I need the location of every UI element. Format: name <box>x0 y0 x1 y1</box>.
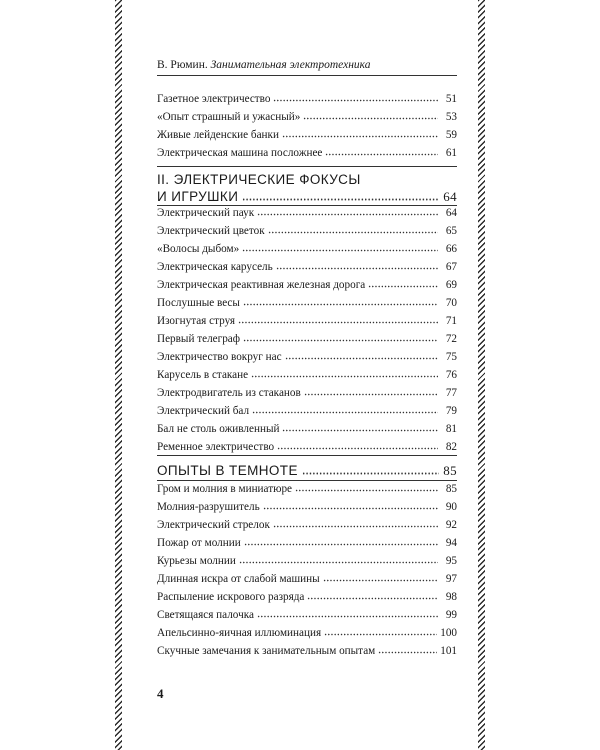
toc-entry-page: 65 <box>445 225 457 237</box>
toc-entry <box>157 297 457 315</box>
toc-entry-title: Первый телеграф <box>157 333 241 345</box>
toc-entry <box>157 243 457 261</box>
toc-entry-page: 59 <box>445 129 457 141</box>
toc-entry-title: «Волосы дыбом» <box>157 243 240 255</box>
toc-entry-title: Длинная искра от слабой машины <box>157 573 320 585</box>
toc-entry-page: 100 <box>440 627 457 639</box>
dot-leader <box>324 628 437 636</box>
dot-leader <box>244 538 438 546</box>
dot-leader <box>325 148 438 156</box>
dot-leader <box>273 94 438 102</box>
toc-entry <box>157 441 457 459</box>
toc-entry-page: 92 <box>445 519 457 531</box>
dot-leader <box>268 226 438 234</box>
toc-entry-page: 77 <box>445 387 457 399</box>
toc-entry-title: Бал не столь оживленный <box>157 423 280 435</box>
toc-entry <box>157 261 457 279</box>
dot-leader <box>243 334 438 342</box>
dot-leader <box>378 646 437 654</box>
toc-entry-title: Апельсинно-яичная иллюминация <box>157 627 322 639</box>
dot-leader <box>252 406 438 414</box>
toc-entry-title: Электродвигатель из стаканов <box>157 387 301 399</box>
dot-leader <box>242 244 438 252</box>
toc-entry-page: 66 <box>445 243 457 255</box>
toc-entry <box>157 279 457 297</box>
toc-entry <box>157 609 457 627</box>
toc-entry-title: Светящаяся палочка <box>157 609 254 621</box>
toc-entry-title: Электрический цветок <box>157 225 265 237</box>
dot-leader <box>282 130 438 138</box>
toc-entry-title: Электрический бал <box>157 405 250 417</box>
dot-leader <box>239 556 438 564</box>
toc-entry-page: 61 <box>445 147 457 159</box>
toc-entry-title: Электрическая машина посложнее <box>157 147 323 159</box>
toc-entry <box>157 93 457 111</box>
section-rule <box>157 455 457 456</box>
toc-entry <box>157 315 457 333</box>
toc-entry-page: 85 <box>445 483 457 495</box>
toc-entry-title: Карусель в стакане <box>157 369 249 381</box>
toc-entry-title: Молния-разрушитель <box>157 501 260 513</box>
toc-entry <box>157 423 457 441</box>
toc-entry <box>157 537 457 555</box>
section-page: 64 <box>443 189 457 204</box>
decorative-border-left <box>115 0 122 750</box>
toc-entry-page: 94 <box>445 537 457 549</box>
dot-leader <box>257 610 438 618</box>
decorative-border-right <box>478 0 485 750</box>
toc-entry-title: Гром и молния в миниатюре <box>157 483 293 495</box>
toc-entry-title: Ременное электричество <box>157 441 275 453</box>
toc-entry-title: Электричество вокруг нас <box>157 351 282 363</box>
toc-entry-page: 79 <box>445 405 457 417</box>
toc-entry <box>157 483 457 501</box>
dot-leader <box>263 502 438 510</box>
toc-entry-page: 71 <box>445 315 457 327</box>
section-title-row <box>157 189 457 205</box>
toc-entry-page: 69 <box>445 279 457 291</box>
toc-entry <box>157 519 457 537</box>
toc-entry-page: 51 <box>445 93 457 105</box>
toc-entry-page: 70 <box>445 297 457 309</box>
toc-entry <box>157 225 457 243</box>
dot-leader <box>368 280 438 288</box>
section-rule <box>157 205 457 206</box>
toc-entry-page: 72 <box>445 333 457 345</box>
section-page: 85 <box>443 463 457 478</box>
dot-leader <box>307 592 438 600</box>
toc-entry <box>157 129 457 147</box>
dot-leader <box>295 484 438 492</box>
section-title: ОПЫТЫ В ТЕМНОТЕ <box>157 463 298 478</box>
page-number: 4 <box>157 686 164 701</box>
section-title-cont: И ИГРУШКИ <box>157 189 239 204</box>
toc-entry-page: 67 <box>445 261 457 273</box>
dot-leader <box>282 424 438 432</box>
toc-entry-title: Курьезы молнии <box>157 555 236 567</box>
dot-leader <box>304 388 438 396</box>
dot-leader <box>238 316 438 324</box>
toc-entry-title: Электрическая карусель <box>157 261 273 273</box>
dot-leader <box>273 520 438 528</box>
toc-entry-title: Электрический паук <box>157 207 255 219</box>
dot-leader <box>242 193 439 201</box>
toc-entry <box>157 555 457 573</box>
dot-leader <box>277 442 438 450</box>
header-book-title: Занимательная электротехника <box>210 59 371 71</box>
toc-entry <box>157 591 457 609</box>
toc-entry-title: Скучные замечания к занимательным опытам <box>157 645 376 657</box>
toc-entry <box>157 501 457 519</box>
toc-entry-page: 98 <box>445 591 457 603</box>
toc-entry <box>157 627 457 645</box>
dot-leader <box>323 574 438 582</box>
toc-entry-page: 95 <box>445 555 457 567</box>
running-header <box>157 59 457 76</box>
dot-leader <box>257 208 438 216</box>
toc-entry <box>157 333 457 351</box>
dot-leader <box>303 112 438 120</box>
toc-entry-page: 99 <box>445 609 457 621</box>
toc-entry-page: 75 <box>445 351 457 363</box>
toc-entry-page: 97 <box>445 573 457 585</box>
toc-entry-title: Послушные весы <box>157 297 240 309</box>
dot-leader <box>302 467 439 475</box>
toc-entry-page: 81 <box>445 423 457 435</box>
toc-entry-title: Газетное электричество <box>157 93 271 105</box>
toc-entry <box>157 573 457 591</box>
toc-entry-page: 101 <box>440 645 457 657</box>
toc-entry-title: Распыление искрового разряда <box>157 591 305 603</box>
toc-entry-page: 64 <box>445 207 457 219</box>
toc-entry-page: 90 <box>445 501 457 513</box>
toc-entry-title: Изогнутая струя <box>157 315 236 327</box>
section-rule <box>157 166 457 167</box>
dot-leader <box>251 370 438 378</box>
toc-entry-title: Электрическая реактивная железная дорога <box>157 279 366 291</box>
toc-entry <box>157 147 457 165</box>
toc-entry <box>157 207 457 225</box>
toc-entry-page: 82 <box>445 441 457 453</box>
section-title-row <box>157 463 457 479</box>
toc-entry <box>157 387 457 405</box>
toc-entry <box>157 369 457 387</box>
toc-entry <box>157 645 457 663</box>
toc-entry <box>157 405 457 423</box>
toc-entry-page: 76 <box>445 369 457 381</box>
toc-entry-title: «Опыт страшный и ужасный» <box>157 111 301 123</box>
header-author: В. Рюмин. <box>157 59 208 71</box>
toc-entry-title: Электрический стрелок <box>157 519 270 531</box>
toc-entry-page: 53 <box>445 111 457 123</box>
toc-entry <box>157 351 457 369</box>
toc-entry-title: Живые лейденские банки <box>157 129 279 141</box>
section-rule <box>157 480 457 481</box>
dot-leader <box>285 352 438 360</box>
toc-entry <box>157 111 457 129</box>
section-title: II. ЭЛЕКТРИЧЕСКИЕ ФОКУСЫ <box>157 172 361 187</box>
toc-entry-title: Пожар от молнии <box>157 537 241 549</box>
dot-leader <box>243 298 438 306</box>
dot-leader <box>276 262 438 270</box>
